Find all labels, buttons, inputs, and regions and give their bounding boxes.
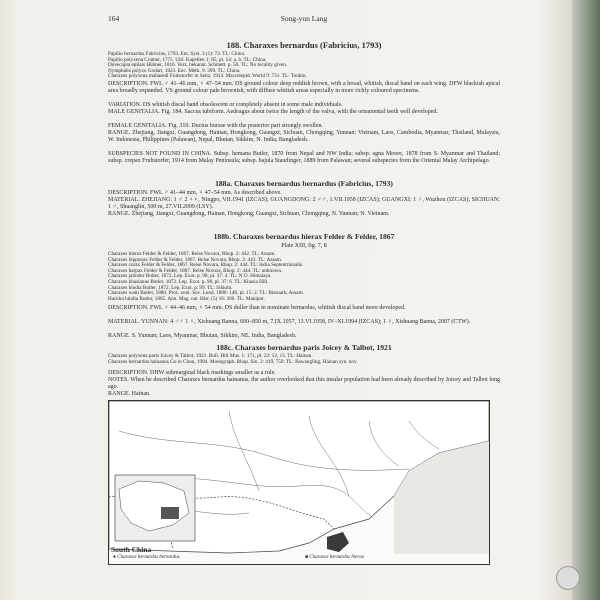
species-synonyms: [108, 52, 307, 80]
species-variation: VARIATION. DS whitish discal band obsolescent or completely absent in some male individuals.: [108, 102, 343, 108]
species-description: DESCRIPTION. FWL ♂ 41–46 mm, ♀ 47–54 mm. DS ground colour deep reddish brown, with a broad, whitish, discal band on each wing. DFW blackish apical area broadly expanded. VS ground colour pale brownish, with diffuse whitish areas especially in more richly coloured specimens.: [108, 81, 500, 94]
subspecies-a-title: 188a. Charaxes bernardus bernardus (Fabricius, 1793): [215, 179, 393, 188]
map-region-label: South China: [111, 545, 152, 554]
synonym-line: Dovecapia epilais Hübner, 1816. Verz. bekannt. Schmett. p. 50. TL: No locality given.: [108, 62, 288, 69]
book-spine: [572, 0, 600, 600]
synonym-line: Charaxes hipponax Felder & Felder, 1867. Reise Novara, Rhop. 2: 443. TL: Assam.: [108, 256, 283, 263]
inset-highlight: [161, 507, 179, 519]
synonym-line: Charaxes bindia Butler, 1872. Lep. Exot. p. 99. TL: Sikkim.: [108, 284, 233, 291]
legend-label: Charaxes bernardus hierax: [309, 555, 365, 560]
subspecies-b-plate: Plate XIII, fig. 7, 8: [281, 243, 327, 249]
synonym-line: Papilio polyxena Cramer, 1775. Uitl. Kapellen 1: 85, pl. 54: a, b. TL: China.: [108, 56, 267, 63]
subspecies-c-description: DESCRIPTION. DHW submarginal black markings smaller as a rule.: [108, 370, 276, 376]
legend-item-bernardus: [113, 555, 180, 560]
legend-symbol-circle: ●: [113, 555, 117, 560]
subspecies-b-description: DESCRIPTION. FWL ♂ 44–46 mm, ♀ 54 mm. DS duller than in nominate bernardus, whitish discal band more developed.: [108, 305, 406, 311]
species-male-genitalia: MALE GENITALIA. Fig. 184. Saccus tubiform. Aedeagus about twice the length of the valva, with the ornamental teeth well developed.: [108, 109, 438, 115]
legend-label: Charaxes bernardus bernardus: [117, 555, 180, 560]
subspecies-c-notes: NOTES. When he described Charaxes bernardus hainanus, the author overlooked that this insular population had been already described by Joicey and Talbot long ago.: [108, 377, 500, 390]
synonym-line: Charaxes polyxena mahasedi Fruhstorfer in Seitz, 1914. Macrolepid. World 9: 731. TL: Tonkin.: [108, 73, 307, 80]
running-head: [108, 14, 500, 26]
subspecies-a-description: DESCRIPTION. FWL ♂ 41–44 mm, ♀ 47–54 mm. As described above.: [108, 190, 282, 196]
synonym-line: Charaxes polyxena paris Joicey & Talbot, 1921. Bull. Hill Mus. 1: 171, pl. 22: 12, 13. TL: Hainan.: [108, 353, 313, 359]
distribution-map: [108, 400, 490, 556]
map-legend: [108, 554, 490, 565]
synonym-line: Charaxes watti Butler, 1880. Proc. zool. Soc. Lond. 1880: 148, pl. 15: 2. TL: Bissnath, Assam.: [108, 290, 304, 297]
synonym-line: Charaxes hierax Felder & Felder, 1867. Reise Novara, Rhop. 2: 442. TL: Assam.: [108, 251, 276, 257]
subspecies-b-synonyms: [108, 252, 304, 302]
book-page: [108, 14, 500, 586]
subspecies-b-material: MATERIAL. YUNNAN: 4 ♂♂ 1 ♀, Xishuang Banna, 600–850 m, 7.IX.1957, 13.VI.1958, IV–XI.1994 (IZCAS); 1 ♀, Xishuang Banna, 2007 (CTW).: [108, 319, 471, 325]
synonym-line: Haridra hindia Butler, 1885. Ann. Mag. nat. Hist. (5) 16: 306. TL: Manipur.: [108, 295, 265, 302]
subspecies-a-material: MATERIAL. ZHEJIANG: 1 ♂ 2 ♀♀, Ningpo, VII.1941 (IZCAS); GUANGDONG: 2 ♂♂, 1.VII.1958 (IZCAS); GUANGXI: 1 ♂, Wuzhou (IZCAS); SICHUAN: 1 ♂, Shuanglin, 500 m, 27.VII.2009 (LSY).: [108, 197, 500, 210]
synonym-line: Nymphalis polyxo Godart, 1823. Enc. Méth. 9: 399. TL: China.: [108, 67, 241, 74]
subspecies-c-synonyms: [108, 354, 358, 365]
species-title: 188. Charaxes bernardus (Fabricius, 1793): [226, 40, 382, 50]
species-range: RANGE. Zhejiang, Jiangxi, Guangdong, Hainan, Hongkong, Guangxi, Sichuan, Chongqing, Yunnan; Vietnam, Laos, Cambodia, Myanmar, Thailand, Malaysia, W. Indonesia, Philippines (Palawan), Nepal, Bhutan, Sikkim, N. India, Bangladesh.: [108, 130, 500, 143]
subspecies-b-range: RANGE. S. Yunnan; Laos, Myanmar, Bhutan, Sikkim, NE. India, Bangladesh.: [108, 333, 297, 339]
synonym-line: Charaxes corax Felder & Felder, 1867. Reise Novara, Rhop. 2: 444. TL: India Septentrionalis.: [108, 262, 304, 269]
subspecies-a-range: RANGE. Zhejiang, Jiangxi, Guangdong, Hainan, Hongkong, Guangxi, Sichuan, Chongqing, N. Yunnan; N. Vietnam.: [108, 211, 390, 217]
legend-item-hierax: [305, 555, 364, 560]
running-head-author: Song-yun Lang: [280, 14, 328, 23]
subspecies-c-range: RANGE. Hainan.: [108, 391, 151, 397]
synonym-line: Charaxes bernardus hainanus Gu in Chou, 1994. Monograph. Rhop. Sin. 2: 419, 759. TL: Bawangling, Hainan syn. nov.: [108, 358, 358, 365]
map-graphic: [109, 401, 489, 555]
subspecies-b-title: 188b. Charaxes bernardus hierax Felder & Felder, 1867: [213, 232, 395, 241]
species-female-genitalia: FEMALE GENITALIA. Fig. 310. Ductus bursae with the posterior part strongly swollen.: [108, 123, 323, 129]
synonym-line: Charaxes jalinder Butler, 1872. Lep. Exot. p. 98, pl. 37: 4. TL: N.O. Himalaya.: [108, 273, 272, 280]
library-stamp-icon: [556, 566, 580, 590]
synonym-line: Charaxes harpax Felder & Felder, 1867. Reise Novara, Rhop. 2: 444. TL: unknown.: [108, 267, 283, 274]
page-number: 164: [108, 14, 120, 23]
synonym-line: Charaxes khasianus Butler, 1872. Lep. Exot. p. 98, pl. 37: 6. TL: Khasia Hill.: [108, 278, 269, 285]
legend-symbol-square: ■: [305, 555, 309, 560]
species-subspecies-not-found: SUBSPECIES NOT FOUND IN CHINA. Subsp. hemana Butler, 1870 from Nepal and NW India; subsp. agna Moore, 1878 from S. Myanmar and Thailand; subsp. crepax Fruhstorfer, 1914 from Malay Peninsula; subsp. bajula Staudinger, 1889 from Palawan; several subspecies from the Oriental Malay Archipelago.: [108, 151, 500, 164]
synonym-line: Papilio bernardus Fabricius, 1793. Ent. Syst. 3 (1): 72. TL: China.: [108, 51, 246, 57]
subspecies-c-title: 188c. Charaxes bernardus paris Joicey & Talbot, 1921: [216, 343, 392, 352]
